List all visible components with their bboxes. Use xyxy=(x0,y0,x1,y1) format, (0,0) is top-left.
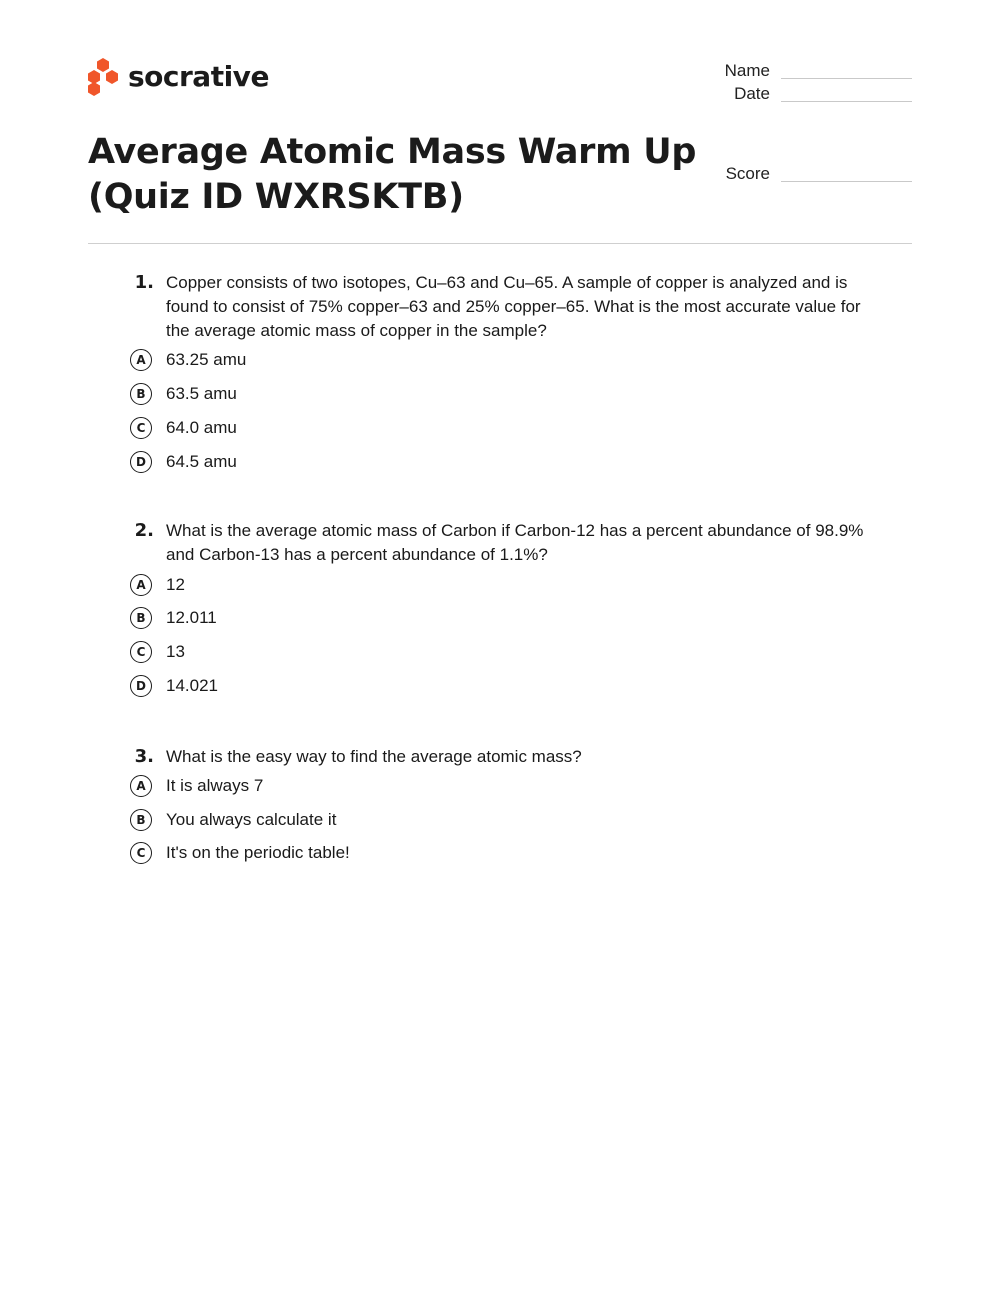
option-a[interactable] xyxy=(130,773,264,799)
page-title: Average Atomic Mass Warm Up (Quiz ID WXRSKTB) xyxy=(88,132,697,217)
option-letter-badge: C xyxy=(130,842,152,864)
option-text: 12.011 xyxy=(166,608,217,627)
date-field xyxy=(700,84,912,104)
question-number: 1. xyxy=(134,272,154,293)
option-letter-badge: B xyxy=(130,809,152,831)
option-a[interactable] xyxy=(130,572,185,598)
score-line[interactable] xyxy=(781,181,912,182)
name-line[interactable] xyxy=(781,78,912,79)
question-text: What is the average atomic mass of Carbon if Carbon-12 has a percent abundance of 98.9% and Carbon-13 has a percent abundance of 1.1%? xyxy=(166,521,864,564)
option-letter-badge: B xyxy=(130,383,152,405)
socrative-logo xyxy=(88,58,269,96)
option-letter-badge: A xyxy=(130,775,152,797)
option-c[interactable] xyxy=(130,415,237,441)
option-text: 63.5 amu xyxy=(166,384,237,403)
option-letter-badge: D xyxy=(130,451,152,473)
option-d[interactable] xyxy=(130,673,218,699)
score-label: Score xyxy=(725,164,770,183)
option-text: 64.5 amu xyxy=(166,452,237,471)
option-text: 14.021 xyxy=(166,676,218,695)
option-letter-badge: A xyxy=(130,349,152,371)
score-field xyxy=(700,164,912,184)
date-label: Date xyxy=(734,84,770,103)
question-number: 2. xyxy=(134,520,154,541)
option-text: 13 xyxy=(166,642,185,661)
option-letter-badge: B xyxy=(130,607,152,629)
question-text: What is the easy way to find the average atomic mass? xyxy=(166,747,582,766)
date-line[interactable] xyxy=(781,101,912,102)
option-c[interactable] xyxy=(130,639,185,665)
option-a[interactable] xyxy=(130,347,247,373)
option-text: 12 xyxy=(166,575,185,594)
name-field xyxy=(700,61,912,81)
header-divider xyxy=(88,243,912,244)
brand-name: socrative xyxy=(128,60,269,93)
hexagon-cluster-icon xyxy=(88,58,118,96)
option-b[interactable] xyxy=(130,807,337,833)
option-b[interactable] xyxy=(130,381,237,407)
option-letter-badge: C xyxy=(130,641,152,663)
option-letter-badge: A xyxy=(130,574,152,596)
option-text: 64.0 amu xyxy=(166,418,237,437)
option-b[interactable] xyxy=(130,605,217,631)
question-number: 3. xyxy=(134,746,154,767)
option-letter-badge: C xyxy=(130,417,152,439)
option-c[interactable] xyxy=(130,840,350,866)
name-label: Name xyxy=(724,61,770,80)
question-text: Copper consists of two isotopes, Cu–63 and Cu–65. A sample of copper is analyzed and is found to consist of 75% copper–63 and 25% copper–65. What is the most accurate value for the average atomic mass of copper in the sample? xyxy=(166,273,861,340)
option-text: It is always 7 xyxy=(166,776,264,795)
option-d[interactable] xyxy=(130,449,237,475)
option-text: 63.25 amu xyxy=(166,350,247,369)
option-letter-badge: D xyxy=(130,675,152,697)
option-text: It's on the periodic table! xyxy=(166,843,350,862)
option-text: You always calculate it xyxy=(166,810,337,829)
